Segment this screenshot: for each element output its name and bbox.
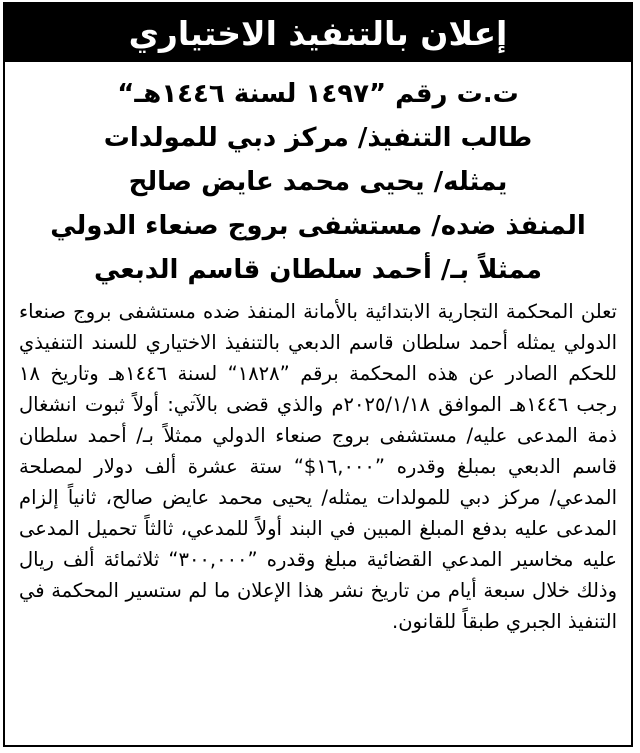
- enforcement-requester: طالب التنفيذ/ مركز دبي للمولدات: [103, 123, 533, 153]
- requester-representative: يمثله/ يحيى محمد عايض صالح: [128, 167, 508, 197]
- notice-box: [3, 2, 633, 747]
- notice-headings: [5, 62, 631, 292]
- notice-body: تعلن المحكمة التجارية الابتدائية بالأمانة المنفذ ضده مستشفى بروج صنعاء الدولي يمثله أحمد سلطان قاسم الدبعي بالتنفيذ الاختياري للسند التنفيذي للحكم الصادر عن هذه المحكمة برقم ”١٨٢٨“ لسنة ١٤٤٦هـ وتاريخ ١٨ رجب ١٤٤٦هـ الموافق ٢٠٢٥/١/١٨م والذي قضى بالآتي: أولاً ثبوت انشغال ذمة المدعى عليه/ مستشفى بروج صنعاء الدولي ممثلاً بـ/ أحمد سلطان قاسم الدبعي بمبلغ وقدره ”١٦,٠٠٠$“ ستة عشرة ألف دولار لمصلحة المدعي/ مركز دبي للمولدات يمثله/ يحيى محمد عايض صالح، ثانياً إلزام المدعى عليه بدفع المبلغ المبين في البند أولاً للمدعي، ثالثاً تحميل المدعى عليه مخاسير المدعي القضائية مبلغ وقدره ”٣٠٠,٠٠٠“ ثلاثمائة ألف ريال وذلك خلال سبعة أيام من تاريخ نشر هذا الإعلان ما لم ستسير المحكمة في التنفيذ الجبري طبقاً للقانون.: [19, 300, 617, 633]
- enforced-representative: ممثلاً بـ/ أحمد سلطان قاسم الدبعي: [93, 255, 543, 285]
- enforced-against: المنفذ ضده/ مستشفى بروج صنعاء الدولي: [50, 211, 586, 241]
- notice-title: إعلان بالتنفيذ الاختياري: [5, 4, 631, 62]
- case-number: ت.ت رقم ”١٤٩٧ لسنة ١٤٤٦هـ“: [117, 79, 519, 109]
